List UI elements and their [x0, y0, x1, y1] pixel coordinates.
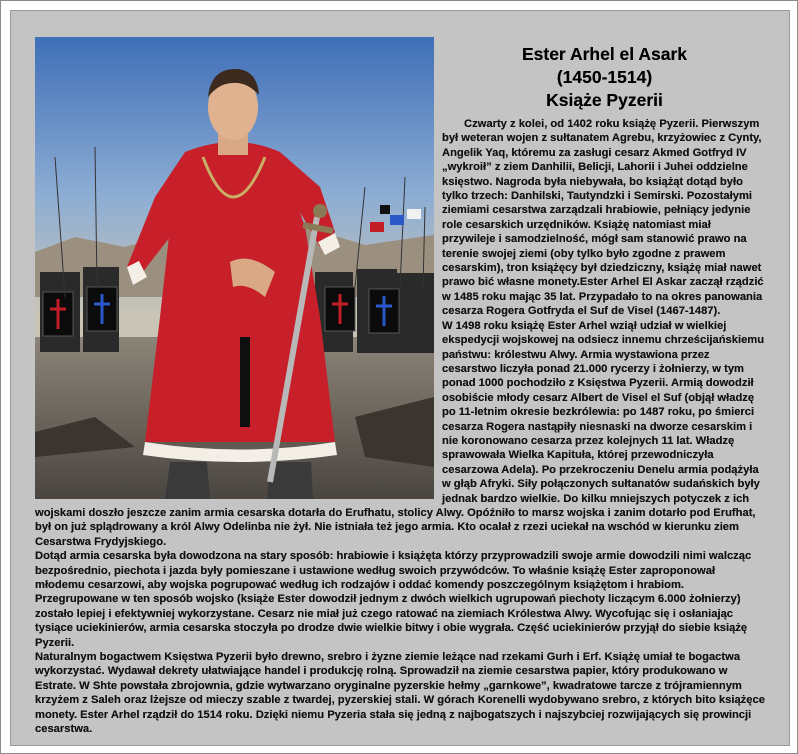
paragraph-1: Czwarty z kolei, od 1402 roku książę Pyzerii. Pierwszym był weteran wojen z sułtanatem Agrebu, krzyżowiec z Cynty, Angelik Yaq, któremu za zasługi cesarz Akmed Gotfryd IV „wykroił” z ziem Danhilii, Belicji, Lahorii i Juhei oddzielne księstwo. Nagroda była niebywała, bo książąt dotąd było tylko trzech: Danhilski, Tautyndzki i Semirski. Pozostałymi ziemiami cesarstwa zarządzali hrabiowie, pełniący jedynie role cesarskich urzędników. Książę natomiast miał przywileje i samodzielność, mógł sam stanowić prawo na terenie swojej ziemi (oby tylko było zgodne z prawem cesarskim), tron książęcy był dziedziczny, książę miał nawet prawo bić własne monety.Ester Arhel El Askar zaczął rządzić w 1485 roku mając 35 lat. Przypadało to na okres panowania cesarza Rogera Gotfryda el Suf de Visel (1467-1487).	[442, 118, 764, 318]
life-years: (1450-1514)	[556, 67, 653, 87]
knight-portrait-image	[35, 37, 434, 499]
paragraph-3: Dotąd armia cesarska była dowodzona na stary sposób: hrabiowie i książęta którzy przyprowadzili swoje armie dowodzili nimi walcząc bezpośrednio, piechota i jazda były pomieszane i ustawione według swoich przywódców. To właśnie książę Ester zaproponował młodemu cesarzowi, aby wojska pogrupować według ich rodzajów i oddać komendy poszczególnym książętom i hrabiom. Przegrupowane w ten sposób wojsko (książe Ester dowodził jednym z dwóch wielkich ugrupowań piechoty liczącym 6.000 żołnierzy) zostało lepiej i efektywniej wykorzystane. Cesarz nie miał już czego ratować na ziemiach Królestwa Alwy. Wycofując się i osłaniając tysiące uciekinierów, armia cesarska stoczyła po drodze dwie wielkie bitwy i obie wygrała. Część uciekinierów przyjął do siebie książę Pyzerii.	[35, 550, 752, 649]
person-name: Ester Arhel el Asark	[521, 44, 688, 64]
portrait-illustration	[35, 37, 434, 499]
article	[35, 37, 767, 736]
paragraph-4: Naturalnym bogactwem Księstwa Pyzerii było drewno, srebro i żyzne ziemie leżące nad rzekami Gurh i Erf. Książę umiał te bogactwa wykorzystać. Wydawał dekrety ułatwiające handel i produkcję rolną. Sprowadził na ziemie cesarstwa papier, który produkowano w Estrate. W Shte powstała zbrojownia, gdzie wytwarzano oryginalne pyzerskie hełmy „garnkowe”, kwadratowe tarcze z trójramiennym krzyżem z Saleh oraz lżejsze od mieczy szable z twardej, pyzerskiej stali. W górach Korenelli wydobywano srebro, z których bito książęce monety. Ester Arhel rządził do 1514 roku. Dzięki niemu Pyzeria stała się jedną z najbogatszych i najszybciej rozwijających się prowincji cesarstwa.	[35, 651, 765, 736]
paragraph-2: W 1498 roku książę Ester Arhel wziął udział w wielkiej ekspedycji wojskowej na odsiecz innemu chrześcijańskiemu państwu: królestwu Alwy. Armia wystawiona przez cesarstwo liczyła ponad 21.000 rycerzy i żołnierzy, w tym ponad 1000 pochodziło z Księstwa Pyzerii. Armią dowodził osobiście młody cesarz Albert de Visel el Suf (objął władzę po 11-letnim okresie bezkrólewia: po 1487 roku, po śmierci cesarza Rogera nastąpiły niesnaski na dworze cesarskim i nie koronowano cesarza przez kolejnych 11 lat. Władzę sprawowała Wielka Kapituła, której przewodniczyła cesarzowa Adela). Po przekroczeniu Denelu armia podążyła w głąb Afryki. Siły połączonych sułtanatów sudańskich były jednak bardzo wielkie. Do kilku mniejszych potyczek z ich wojskami doszło jeszcze zanim armia cesarska dotarła do Erufhatu, stolicy Alwy. Opóźniło to marsz wojska i zanim dotarło pod Erufhat, był on już splądrowany a król Alwy Odelinba nie żył. Nie istniała też jego armia. Kto ocalał z rzezi uciekał na wschód w kierunku ziem Cesarstwa Frydyjskiego.	[35, 319, 765, 548]
person-rank: Książe Pyzerii	[546, 90, 663, 110]
